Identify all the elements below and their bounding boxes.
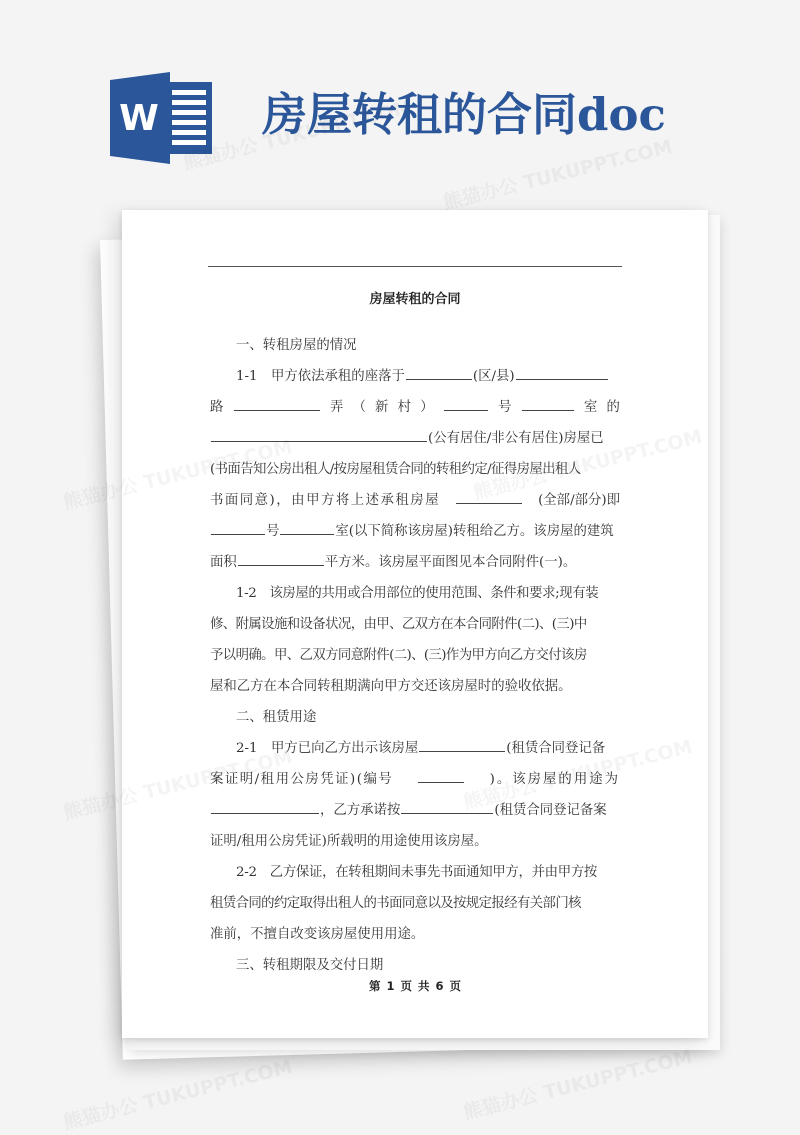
blank-field bbox=[238, 547, 324, 566]
watermark bbox=[460, 1042, 695, 1125]
document-body bbox=[210, 330, 620, 981]
paragraph-line: 路 弄 （ 新 村 ） 号 室 的 bbox=[210, 392, 620, 423]
header-banner bbox=[0, 0, 800, 200]
paragraph-line: 2-1 甲方已向乙方出示该房屋 (租赁合同登记备 bbox=[210, 733, 620, 764]
blank-field bbox=[444, 392, 488, 411]
paragraph-line: 1-2 该房屋的共用或合用部位的使用范围、条件和要求;现有装 bbox=[236, 586, 599, 601]
paragraph-line: ，乙方承诺按 (租赁合同登记备案 bbox=[210, 795, 620, 826]
blank-field bbox=[211, 516, 265, 535]
watermark bbox=[60, 1052, 295, 1135]
section-heading: 二、租赁用途 bbox=[236, 710, 317, 725]
paragraph-line: 予以明确。甲、乙双方同意附件(二)、(三)作为甲方向乙方交付该房 bbox=[210, 648, 587, 663]
blank-field bbox=[406, 361, 472, 380]
paragraph-line: 书面同意)，由甲方将上述承租房屋 (全部/部分)即 bbox=[210, 485, 620, 516]
header-rule bbox=[208, 266, 622, 267]
paragraph-line: (公有居住/非公有居住)房屋已 bbox=[210, 423, 620, 454]
page-number-footer: 第 1 页 共 6 页 bbox=[368, 979, 462, 993]
blank-field bbox=[401, 795, 493, 814]
paragraph-line: 面积 平方米。该房屋平面图见本合同附件(一)。 bbox=[210, 547, 620, 578]
paragraph-line: 案证明/租用公房凭证)(编号 )。该房屋的用途为 bbox=[210, 764, 620, 795]
blank-field bbox=[456, 485, 522, 504]
paragraph-line: 号 室(以下简称该房屋)转租给乙方。该房屋的建筑 bbox=[210, 516, 620, 547]
paragraph-line: 2-2 乙方保证，在转租期间未事先书面通知甲方，并由甲方按 bbox=[236, 865, 598, 880]
document-page bbox=[122, 210, 708, 1038]
word-document-icon bbox=[110, 72, 214, 164]
blank-field bbox=[211, 423, 427, 442]
section-heading: 三、转租期限及交付日期 bbox=[236, 958, 384, 973]
blank-field bbox=[516, 361, 608, 380]
paragraph-line: 证明/租用公房凭证)所载明的用途使用该房屋。 bbox=[210, 834, 488, 849]
document-title: 房屋转租的合同 bbox=[369, 292, 461, 307]
paragraph-line: 修、附属设施和设备状况，由甲、乙双方在本合同附件(二)、(三)中 bbox=[210, 617, 587, 632]
page-title: 房屋转租的合同doc bbox=[262, 88, 666, 141]
paragraph-line: 1-1 甲方依法承租的座落于 (区/县) bbox=[210, 361, 620, 392]
svg-text:W: W bbox=[119, 98, 159, 139]
blank-field bbox=[522, 392, 574, 411]
paragraph-line: 租赁合同的约定取得出租人的书面同意以及按规定报经有关部门核 bbox=[210, 896, 581, 911]
blank-field bbox=[234, 392, 320, 411]
blank-field bbox=[418, 764, 464, 783]
blank-field bbox=[280, 516, 334, 535]
blank-field bbox=[419, 733, 505, 752]
paragraph-line: 屋和乙方在本合同转租期满向甲方交还该房屋时的验收依据。 bbox=[210, 679, 572, 694]
paragraph-line: 准前，不擅自改变该房屋使用用途。 bbox=[210, 927, 425, 942]
paragraph-line: (书面告知公房出租人/按房屋租赁合同的转租约定/征得房屋出租人 bbox=[210, 462, 581, 477]
section-heading: 一、转租房屋的情况 bbox=[236, 338, 357, 353]
blank-field bbox=[211, 795, 319, 814]
